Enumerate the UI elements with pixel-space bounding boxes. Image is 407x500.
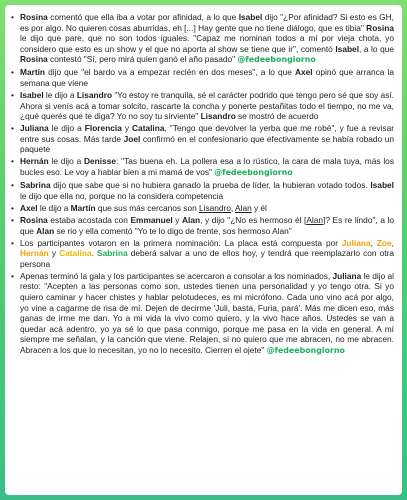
text: Los participantes votaron en la primera nominación. La placa está compuesta por — [20, 237, 342, 248]
text: , a lo que — [359, 43, 395, 54]
text: le dijo a — [48, 123, 85, 134]
list-item — [11, 215, 394, 236]
text: que sus más cercanos son — [95, 202, 199, 213]
name-alan: Alan — [235, 202, 252, 213]
text: ]? Es re lindo", a lo que — [20, 215, 395, 236]
text: opinó que arranca la semana que viene — [20, 67, 395, 88]
text: dijo que sabe que si no hubiera ganado la prueba de líder, la hubieran votado todos. — [50, 180, 371, 191]
text: y — [172, 215, 182, 225]
text: le dijo al resto: "Acepten a las personas como son, ustedes tienen una personalidad y yo tengo otra. Si yo quiero caminar y hacer chistes y hablar pelotudeces, es mi micrófono. Cada uno vino acá por algo, yo vine a cagarme de risa de mí. Dejen de decirme 'Juli, basta, Furia, pará'. Más me dicen eso, más ganas de irme me dan. Yo a mi vida la vivo como quiero, y la vivo hace años. Ustedes se van a quedar acá adentro, yo ya sé lo que pasa conmigo, porque me pasa en la vida en general. A mí siempre me señalan, y la canción que viene. Relajen, si no quiero que me abracen, no me abracen. Abracen a los que lo necesitan, yo no lo necesito. Cierren el ojete" — [20, 270, 394, 355]
name-lisandro: Lisandro — [76, 90, 113, 101]
watermark-handle: @fedeebongiorno — [237, 55, 316, 65]
list-item — [11, 90, 394, 122]
text: estaba acostada con — [47, 215, 131, 225]
name-rosina: Rosina — [20, 54, 48, 65]
name-isabel: Isabel — [370, 180, 394, 191]
list-item — [11, 238, 394, 270]
list-item — [11, 156, 394, 178]
name-lisandro: Lisandro — [200, 111, 236, 122]
name-martin: Martín — [70, 202, 96, 213]
text: contestó "Sí, pero mirá quien ganó el año pasado" — [47, 54, 238, 65]
name-rosina: Rosina — [366, 22, 394, 33]
name-sabrina: Sabrina — [97, 248, 128, 259]
name-juliana: Juliana — [341, 237, 371, 248]
name-zoe: Zoe — [376, 237, 392, 248]
list-item — [11, 180, 394, 201]
name-rosina: Rosina — [20, 12, 48, 22]
name-sabrina: Sabrina — [20, 180, 51, 191]
name-axel: Axel — [20, 202, 38, 213]
name-martin: Martín — [20, 67, 46, 78]
name-catalina: Catalina — [59, 248, 92, 259]
text: comentó que ella iba a votar por afinidad, a lo que — [47, 12, 239, 22]
text: le dijo a — [43, 90, 77, 101]
text: , — [370, 237, 377, 248]
bullet-list — [11, 12, 394, 356]
list-item — [11, 203, 394, 214]
name-alan: Alan — [36, 225, 55, 236]
text: le dijo a — [48, 156, 84, 167]
text: Apenas terminó la gala y los participantes se acercaron a consolar a los nominados, — [20, 270, 333, 281]
name-isabel: Isabel — [238, 12, 263, 22]
name-catalina: Catalina — [132, 123, 165, 134]
name-juliana: Juliana — [332, 270, 362, 281]
name-emmanuel: Emmanuel — [130, 215, 173, 225]
name-hernan: Hernán — [20, 156, 49, 167]
list-item — [11, 123, 394, 155]
name-axel: Axel — [295, 67, 313, 78]
list-item — [11, 271, 394, 356]
text: dijo "¿Por afinidad? Si esto es GH, es por algo. No quieren cosas aburridas, eh [...] Hay gente que no tiene diálogo, que es tibia" — [20, 12, 394, 33]
name-alan: Alan — [181, 215, 201, 225]
text: se mostró de acuerdo — [235, 111, 319, 122]
list-item — [11, 67, 394, 88]
text: , y dijo "¿No es hermoso él [ — [200, 215, 307, 225]
list-item — [11, 12, 394, 66]
text: se rio y ella comentó "Yo te lo digo de frente, sos hermoso Alan" — [54, 225, 292, 236]
text: y — [121, 123, 133, 134]
name-isabel: Isabel — [20, 90, 44, 101]
name-isabel: Isabel — [335, 43, 360, 54]
name-joel: Joel — [123, 133, 141, 144]
text: dijo que "el bardo va a empezar recién en dos meses", a lo que — [45, 67, 295, 78]
text: : "Tas buena eh. La pollera esa a lo rústico, la cara de mala tuya, más los bucles eso. Le voy a hablar bien a mi mamá de vos" — [20, 156, 394, 178]
text: confirmó en el confesionario que efectivamente se había robado un paquete — [20, 133, 394, 155]
watermark-handle: @fedeebongiorno — [266, 345, 345, 355]
text: , — [230, 202, 236, 213]
text: deberá salvar a uno de ellos hoy, y tendrá que reemplazarlo con otra persona — [20, 248, 394, 269]
text: , — [391, 237, 394, 248]
text: le dijo a — [37, 202, 71, 213]
name-lisandro: Lisandro — [198, 202, 231, 213]
text: le dijo que pare, que no son todos iguales. "Capaz me nominan todos a mí por vieja chota, yo considero que esto es un show y el que no aporta al show se tiene que ir", comentó — [20, 33, 394, 54]
name-denisse: Denisse — [84, 156, 117, 167]
name-juliana: Juliana — [20, 123, 49, 134]
text: y él — [251, 202, 267, 213]
name-florencia: Florencia — [84, 123, 122, 134]
text-card — [5, 5, 402, 495]
text: y — [48, 248, 60, 259]
text: "Yo estoy re tranquila, sé el carácter podrido que tengo pero sé que soy así. Ahora si venís acá a tomar solcito, rascarte la concha y ponerte pestañitas todo el tiempo, no me va, ¿qué querés que te diga? Yo no soy tu sirviente" — [20, 90, 394, 122]
name-rosina: Rosina — [20, 215, 48, 225]
text: , "Tengo que devolver la yerba que me robé", y fue a revisar entre sus cosas. Más tarde — [20, 123, 394, 144]
watermark-handle: @fedeebongiorno — [214, 168, 293, 178]
name-alan: Alan — [306, 215, 324, 225]
name-hernan: Hernán — [20, 248, 49, 259]
text: . — [91, 248, 97, 259]
text: le dijo que ella no, porque no la considera competencia — [20, 190, 224, 201]
